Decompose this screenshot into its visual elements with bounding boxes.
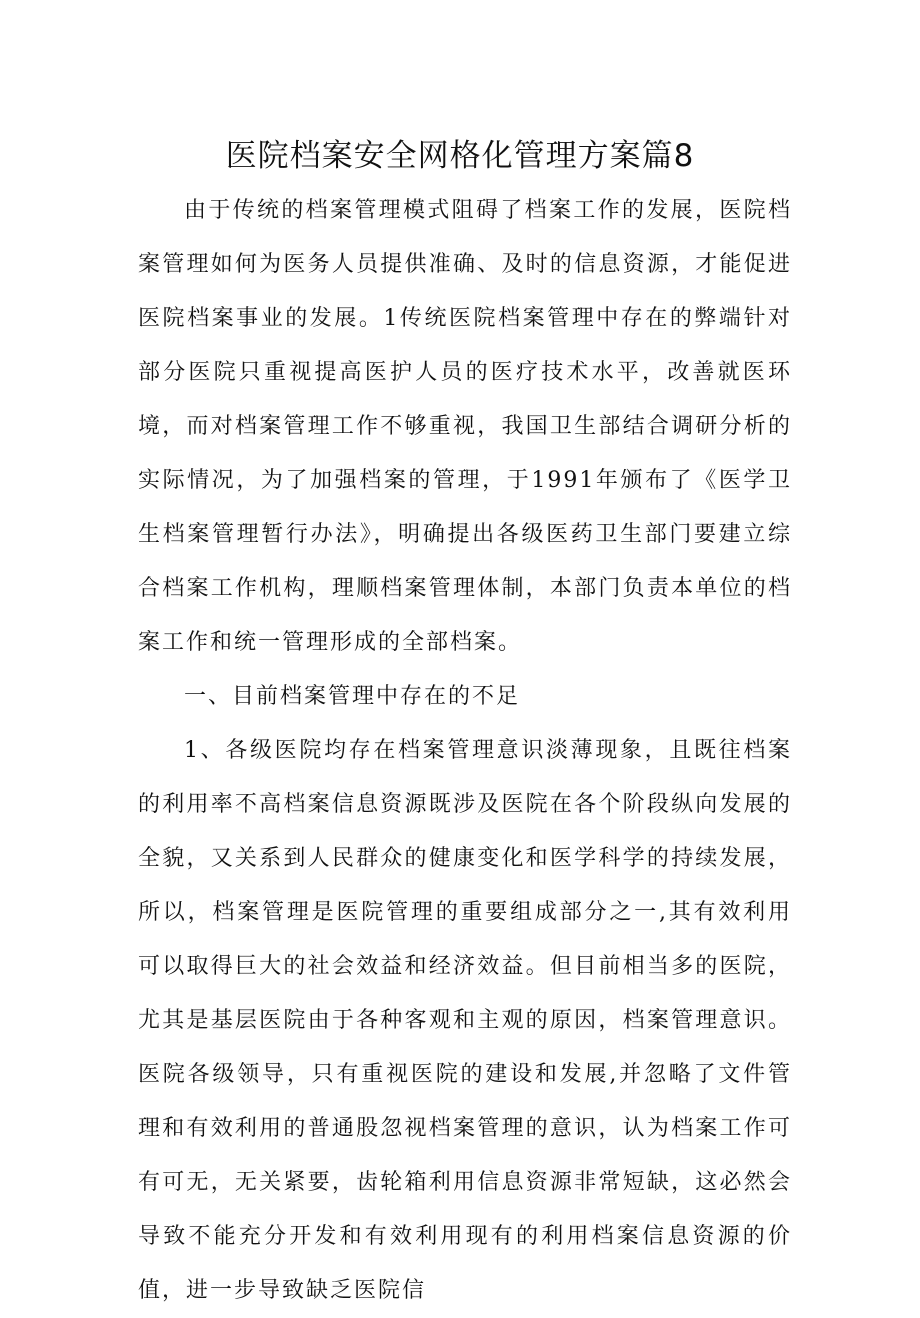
section-heading: 一、目前档案管理中存在的不足 [184, 684, 521, 709]
document-body [138, 184, 792, 1318]
section-paragraph: 1、各级医院均存在档案管理意识淡薄现象，且既往档案的利用率不高档案信息资源既涉及医院在各个阶段纵向发展的全貌，又关系到人民群众的健康变化和医学科学的持续发展，所以，档案管理是医院管理的重要组成部分之一,其有效利用可以取得巨大的社会效益和经济效益。但目前相当多的医院，尤其是基层医院由于各种客观和主观的原因，档案管理意识。医院各级领导，只有重视医院的建设和发展,并忽略了文件管理和有效利用的普通股忽视档案管理的意识，认为档案工作可有可无，无关紧要，齿轮箱利用信息资源非常短缺，这必然会导致不能充分开发和有效利用现有的利用档案信息资源的价值，进一步导致缺乏医院信 [138, 738, 792, 1303]
page-title: 医院档案安全网格化管理方案篇8 [225, 138, 695, 174]
intro-paragraph: 由于传统的档案管理模式阻碍了档案工作的发展，医院档案管理如何为医务人员提供准确、及时的信息资源，才能促进医院档案事业的发展。1传统医院档案管理中存在的弊端针对部分医院只重视提高医护人员的医疗技术水平，改善就医环境，而对档案管理工作不够重视，我国卫生部结合调研分析的实际情况，为了加强档案的管理，于1991年颁布了《医学卫生档案管理暂行办法》，明确提出各级医药卫生部门要建立综合档案工作机构，理顺档案管理体制，本部门负责本单位的档案工作和统一管理形成的全部档案。 [138, 198, 792, 655]
